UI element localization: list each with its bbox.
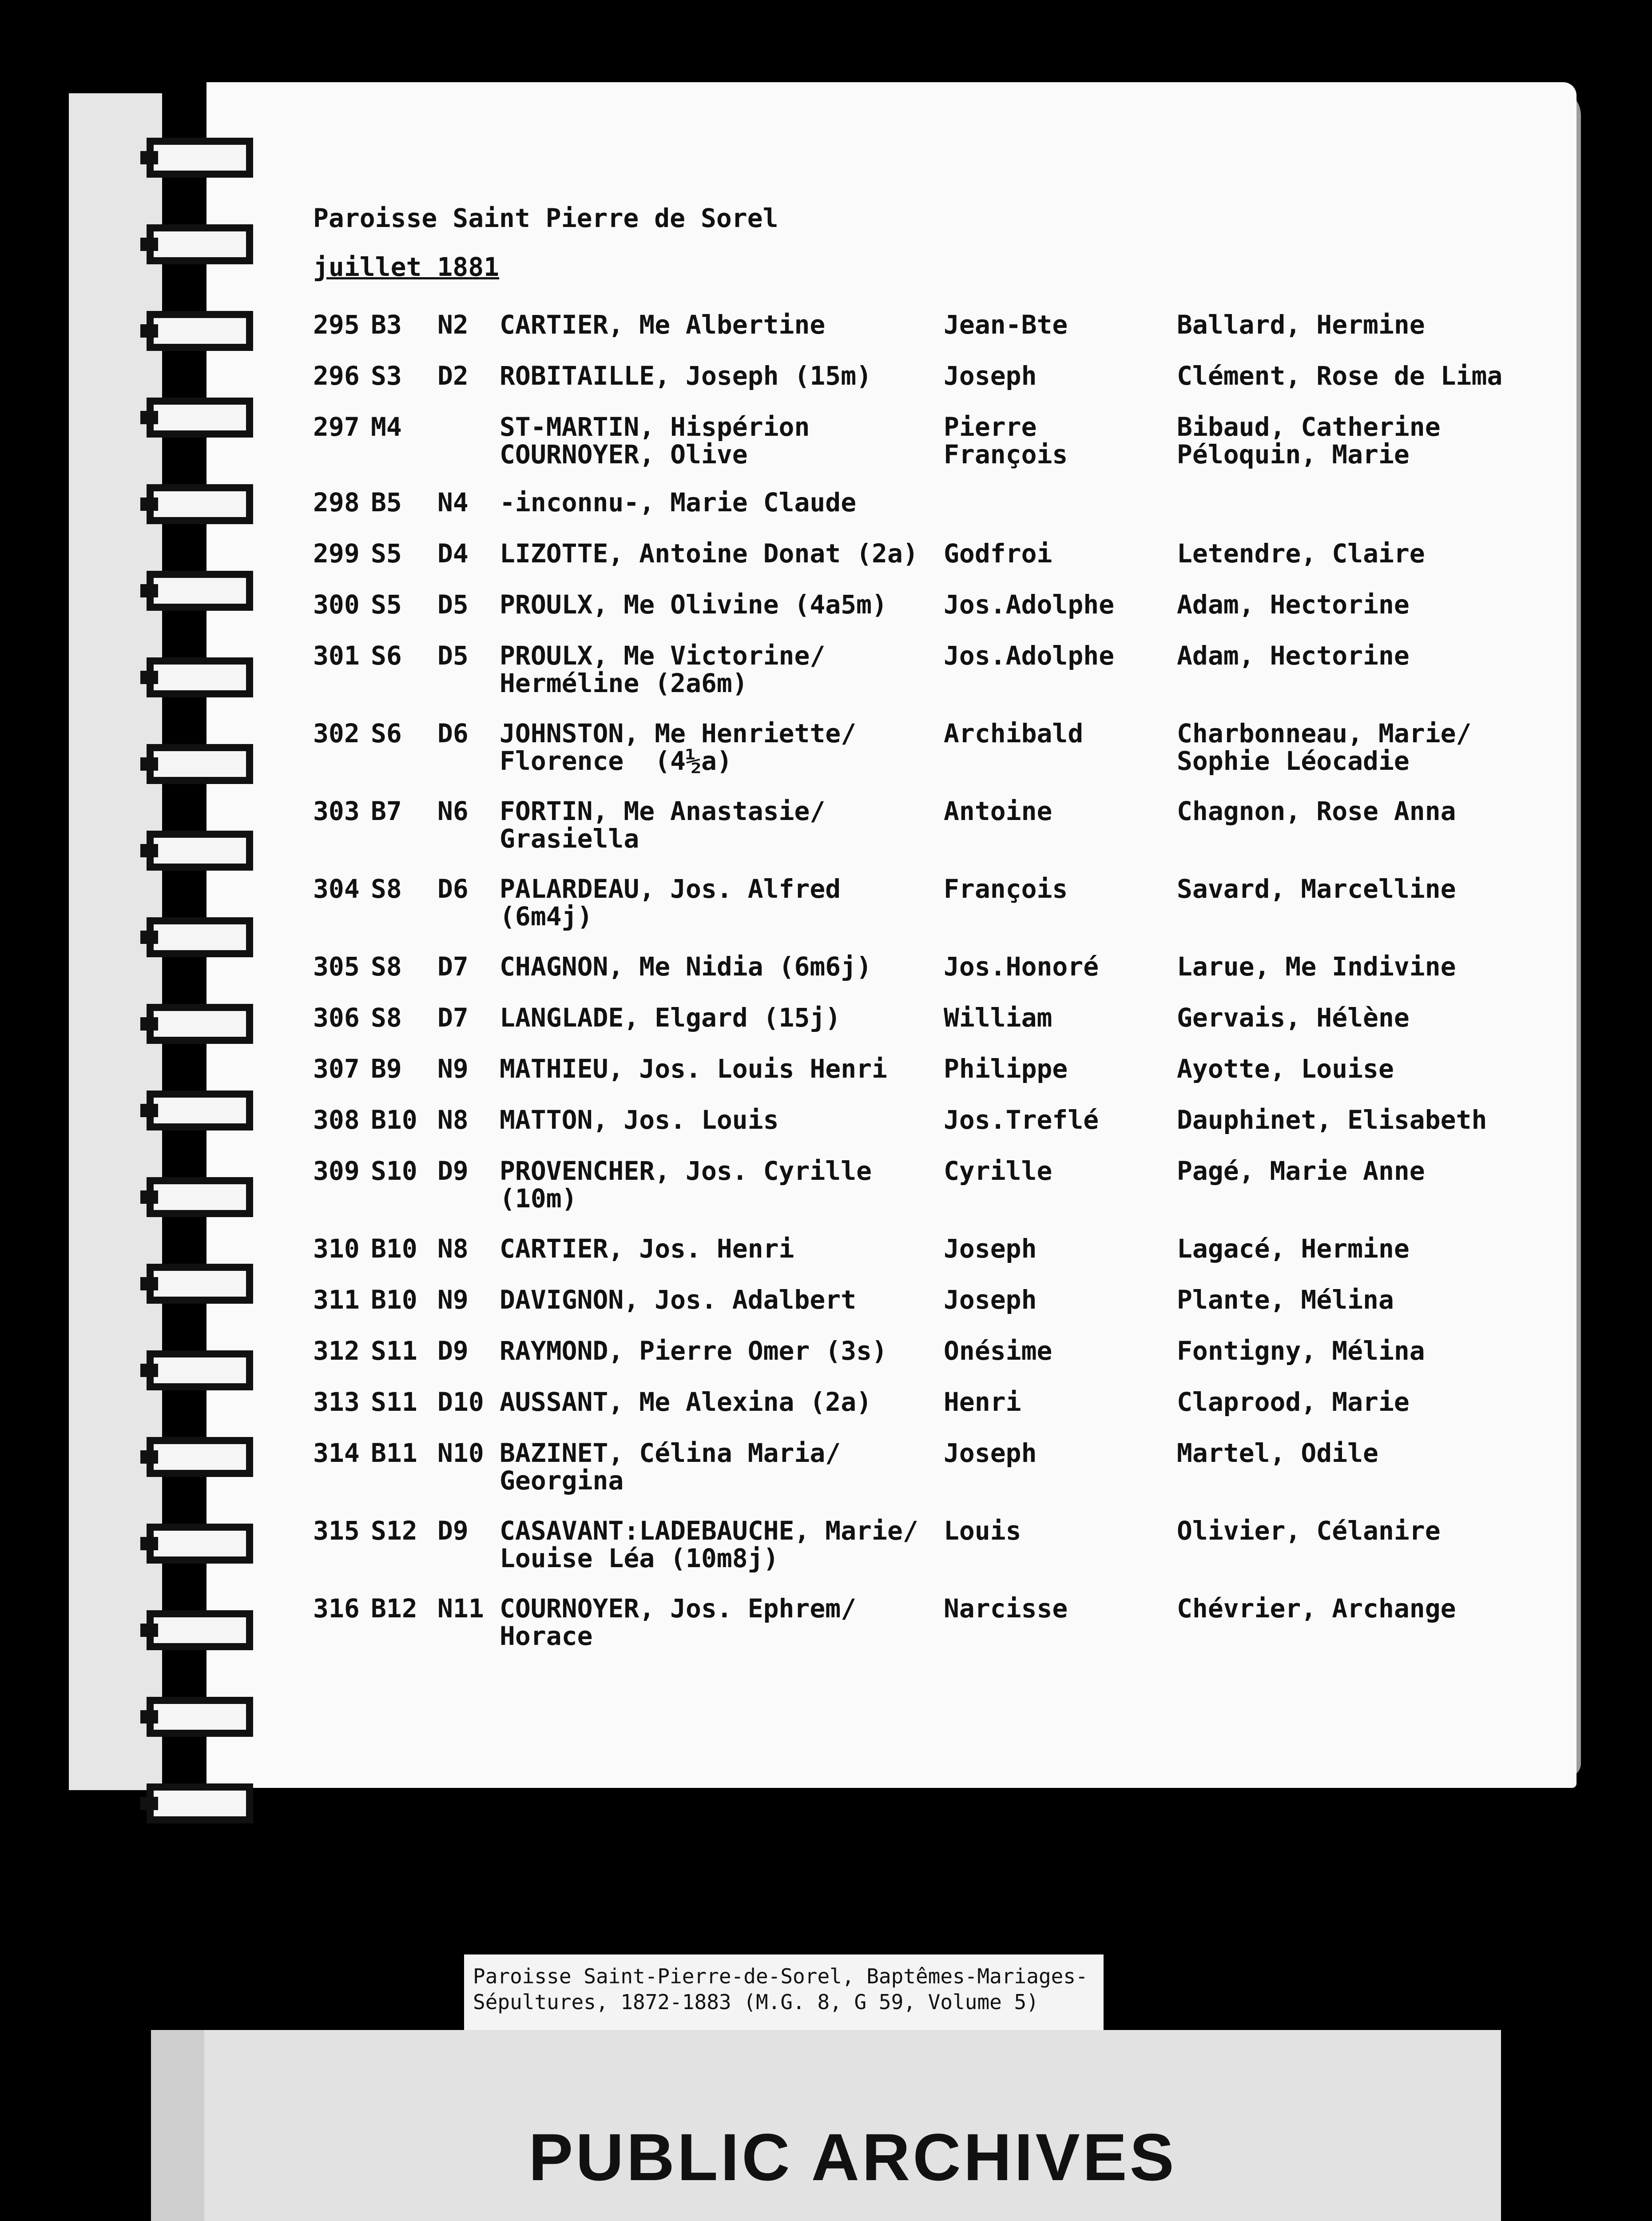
binding-ring <box>147 1610 253 1650</box>
record-mother: Adam, Hectorine <box>1177 641 1410 671</box>
binding-ring <box>147 484 253 524</box>
record-num: 303 <box>313 796 360 826</box>
record-code1: B10 <box>371 1285 417 1315</box>
record-code1: S12 <box>371 1516 417 1546</box>
record-code1: S5 <box>371 538 402 569</box>
record-father: Jean-Bte <box>944 310 1068 340</box>
record-code1: B3 <box>371 310 402 340</box>
binding-ring <box>147 1091 253 1130</box>
record-code2: D9 <box>437 1516 469 1546</box>
record-num: 297 <box>313 412 360 442</box>
record-code2: D9 <box>437 1336 469 1366</box>
record-code2: D10 <box>437 1387 484 1417</box>
record-code1: S10 <box>371 1156 417 1186</box>
record-father: Jos.Treflé <box>944 1105 1099 1135</box>
record-code2: D6 <box>437 718 469 748</box>
record-num: 313 <box>313 1387 360 1417</box>
record-father: Jos.Honoré <box>944 951 1099 982</box>
record-name: FORTIN, Me Anastasie/ Grasiella <box>500 796 826 854</box>
record-num: 296 <box>313 361 360 391</box>
binding-ring <box>147 917 253 957</box>
record-father: Godfroi <box>944 538 1052 569</box>
record-code1: B12 <box>371 1593 417 1624</box>
binding-ring <box>147 1264 253 1304</box>
binding-ring <box>147 1177 253 1217</box>
record-name: PROULX, Me Olivine (4a5m) <box>500 589 887 620</box>
record-name: PROVENCHER, Jos. Cyrille (10m) <box>500 1156 872 1214</box>
record-father: Jos.Adolphe <box>944 641 1115 671</box>
record-mother: Larue, Me Indivine <box>1177 951 1456 982</box>
binding-ring <box>147 1524 253 1564</box>
record-code1: S3 <box>371 361 402 391</box>
record-father: Pierre François <box>944 412 1068 470</box>
record-mother: Dauphinet, Elisabeth <box>1177 1105 1487 1135</box>
record-num: 295 <box>313 310 360 340</box>
binding-ring <box>147 831 253 871</box>
binding-ring <box>147 657 253 697</box>
binding-ring <box>147 1783 253 1823</box>
record-father: Onésime <box>944 1336 1052 1366</box>
plate-line-public-archives: PUBLIC ARCHIVES <box>528 2120 1177 2194</box>
record-code2: D7 <box>437 951 469 982</box>
record-code1: S5 <box>371 589 402 620</box>
record-mother: Adam, Hectorine <box>1177 589 1410 620</box>
record-code2: N6 <box>437 796 469 826</box>
record-father: Philippe <box>944 1054 1068 1084</box>
record-name: AUSSANT, Me Alexina (2a) <box>500 1387 872 1417</box>
record-father: Joseph <box>944 361 1037 391</box>
record-mother: Letendre, Claire <box>1177 538 1425 569</box>
record-code2: N9 <box>437 1285 469 1315</box>
record-code1: B7 <box>371 796 402 826</box>
record-code2: N8 <box>437 1234 469 1264</box>
record-mother: Gervais, Hélène <box>1177 1003 1410 1033</box>
record-name: CARTIER, Me Albertine <box>500 310 826 340</box>
binding-ring <box>147 398 253 438</box>
binding-ring <box>147 1437 253 1477</box>
record-code1: M4 <box>371 412 402 442</box>
record-father: Cyrille <box>944 1156 1052 1186</box>
record-father: Henri <box>944 1387 1021 1417</box>
record-code2: D9 <box>437 1156 469 1186</box>
record-num: 299 <box>313 538 360 569</box>
record-mother: Fontigny, Mélina <box>1177 1336 1425 1366</box>
binding-ring <box>147 138 253 178</box>
record-mother: Martel, Odile <box>1177 1438 1378 1468</box>
record-code1: S8 <box>371 1003 402 1033</box>
record-code1: S8 <box>371 951 402 982</box>
record-num: 312 <box>313 1336 360 1366</box>
record-code2: N11 <box>437 1593 484 1624</box>
record-code1: S8 <box>371 874 402 904</box>
record-code1: B10 <box>371 1105 417 1135</box>
record-num: 302 <box>313 718 360 748</box>
record-mother: Pagé, Marie Anne <box>1177 1156 1425 1186</box>
record-name: JOHNSTON, Me Henriette/ Florence (4½a) <box>500 718 857 776</box>
record-father: Louis <box>944 1516 1021 1546</box>
record-code2: N2 <box>437 310 469 340</box>
record-mother: Ballard, Hermine <box>1177 310 1425 340</box>
record-code1: B5 <box>371 487 402 517</box>
binding-ring <box>147 311 253 351</box>
record-code2: D4 <box>437 538 469 569</box>
record-father: Joseph <box>944 1285 1037 1315</box>
record-father: Narcisse <box>944 1593 1068 1624</box>
record-num: 300 <box>313 589 360 620</box>
archive-plate <box>151 2030 1501 2221</box>
record-num: 314 <box>313 1438 360 1468</box>
record-num: 316 <box>313 1593 360 1624</box>
record-mother: Chévrier, Archange <box>1177 1593 1456 1624</box>
record-mother: Claprood, Marie <box>1177 1387 1410 1417</box>
record-code2: D7 <box>437 1003 469 1033</box>
record-code1: S11 <box>371 1387 417 1417</box>
record-mother: Savard, Marcelline <box>1177 874 1456 904</box>
record-code2: N8 <box>437 1105 469 1135</box>
record-mother: Clément, Rose de Lima <box>1177 361 1503 391</box>
record-mother: Olivier, Célanire <box>1177 1516 1441 1546</box>
parish-title: Paroisse Saint Pierre de Sorel <box>313 203 778 233</box>
record-name: PROULX, Me Victorine/ Herméline (2a6m) <box>500 641 826 698</box>
record-code1: B9 <box>371 1054 402 1084</box>
record-name: ROBITAILLE, Joseph (15m) <box>500 361 872 391</box>
record-num: 311 <box>313 1285 360 1315</box>
record-mother: Lagacé, Hermine <box>1177 1234 1410 1264</box>
record-father: Archibald <box>944 718 1084 748</box>
record-num: 304 <box>313 874 360 904</box>
record-mother: Bibaud, Catherine Péloquin, Marie <box>1177 412 1441 470</box>
record-num: 307 <box>313 1054 360 1084</box>
record-name: CHAGNON, Me Nidia (6m6j) <box>500 951 872 982</box>
record-name: RAYMOND, Pierre Omer (3s) <box>500 1336 887 1366</box>
record-name: COURNOYER, Jos. Ephrem/ Horace <box>500 1593 857 1651</box>
binding-ring <box>147 571 253 611</box>
record-num: 298 <box>313 487 360 517</box>
record-name: -inconnu-, Marie Claude <box>500 487 857 517</box>
binding-ring <box>147 224 253 264</box>
record-name: MATHIEU, Jos. Louis Henri <box>500 1054 887 1084</box>
record-num: 305 <box>313 951 360 982</box>
record-name: CASAVANT:LADEBAUCHE, Marie/ Louise Léa (10m8j) <box>500 1516 918 1573</box>
record-name: DAVIGNON, Jos. Adalbert <box>500 1285 857 1315</box>
record-code2: D2 <box>437 361 469 391</box>
caption-line-1: Paroisse Saint-Pierre-de-Sorel, Baptêmes-Mariages- <box>473 1964 1088 1988</box>
record-code2: D5 <box>437 641 469 671</box>
binding-ring <box>147 1004 253 1044</box>
record-father: François <box>944 874 1068 904</box>
record-father: Jos.Adolphe <box>944 589 1115 620</box>
record-name: LANGLADE, Elgard (15j) <box>500 1003 841 1033</box>
record-code1: S6 <box>371 718 402 748</box>
record-code2: D5 <box>437 589 469 620</box>
record-father: Joseph <box>944 1234 1037 1264</box>
record-num: 309 <box>313 1156 360 1186</box>
record-name: CARTIER, Jos. Henri <box>500 1234 794 1264</box>
record-code1: S6 <box>371 641 402 671</box>
record-mother: Charbonneau, Marie/ Sophie Léocadie <box>1177 718 1472 776</box>
caption-line-2: Sépultures, 1872-1883 (M.G. 8, G 59, Volume 5) <box>473 1990 1039 2014</box>
record-mother: Ayotte, Louise <box>1177 1054 1394 1084</box>
record-code1: S11 <box>371 1336 417 1366</box>
record-code2: N10 <box>437 1438 484 1468</box>
record-code1: B10 <box>371 1234 417 1264</box>
record-name: BAZINET, Célina Maria/ Georgina <box>500 1438 841 1496</box>
record-num: 310 <box>313 1234 360 1264</box>
record-num: 306 <box>313 1003 360 1033</box>
record-mother: Chagnon, Rose Anna <box>1177 796 1456 826</box>
record-name: MATTON, Jos. Louis <box>500 1105 779 1135</box>
record-num: 308 <box>313 1105 360 1135</box>
record-code2: D6 <box>437 874 469 904</box>
record-num: 315 <box>313 1516 360 1546</box>
binding-ring <box>147 744 253 784</box>
record-code2: N9 <box>437 1054 469 1084</box>
binding-ring <box>147 1350 253 1390</box>
month-heading: juillet 1881 <box>313 252 500 282</box>
record-mother: Plante, Mélina <box>1177 1285 1394 1315</box>
record-name: PALARDEAU, Jos. Alfred (6m4j) <box>500 874 841 931</box>
record-name: ST-MARTIN, Hispérion COURNOYER, Olive <box>500 412 810 470</box>
binding-ring <box>147 1697 253 1737</box>
record-code2: N4 <box>437 487 469 517</box>
record-num: 301 <box>313 641 360 671</box>
record-father: William <box>944 1003 1052 1033</box>
record-name: LIZOTTE, Antoine Donat (2a) <box>500 538 918 569</box>
record-father: Antoine <box>944 796 1052 826</box>
record-father: Joseph <box>944 1438 1037 1468</box>
record-code1: B11 <box>371 1438 417 1468</box>
